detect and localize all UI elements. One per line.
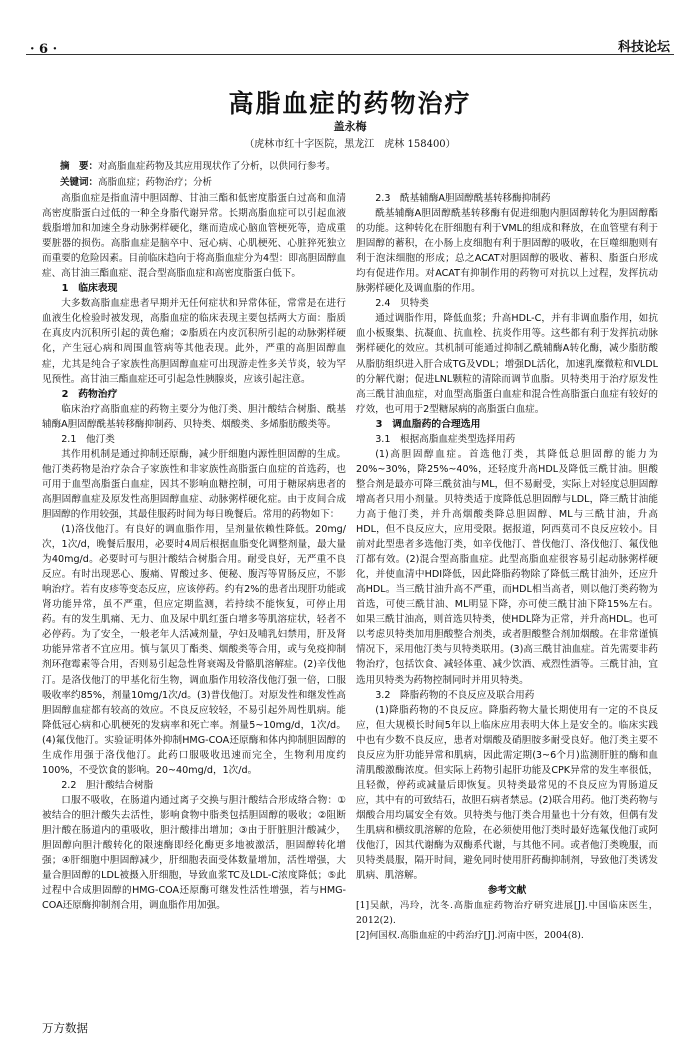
heading-rational-use: 3 调血脂药的合理选用	[375, 418, 481, 430]
author-name: 盖永梅	[333, 120, 367, 133]
heading-fibrates: 2.4 贝特类	[375, 298, 429, 310]
keywords-text: 高脂血症；药物治疗；分析	[98, 177, 213, 188]
section-label: 科技论坛	[617, 40, 670, 55]
right-column	[356, 191, 658, 997]
heading-adverse-effects: 3.2 降脂药物的不良反应及联合用药	[375, 689, 535, 701]
by-type-paragraph: (1)高胆固醇血症。首选他汀类，其降低总胆固醇的能力为20%~30%，降25%~40%，还轻度升高HDL及降低三酰甘油。胆酸整合剂是最亦可降三酰贫油与ML，但不易耐受，实际上对轻度总胆固醇增高者只用小剂量。贝特类适于度降低总胆固醇与LDL，降三酰甘油能力高于他汀类，并升高烟酸类降总胆固醇、ML与三酰甘油，升高HDL，但不良反应大，应用受限。据报道，阿西莫司不良反应较小。目前对此型患者多选他汀类，如辛伐他汀、普伐他汀、洛伐他汀、氟伐他汀都有效。(2)混合型高脂血症。此型高脂血症很容易引起动脉粥样硬化，并使血清中HDI降低，因此降脂药物除了降低三酰甘油外，还应升高HDL。当三酰甘油升高不严重，而HDL相当高者，则以他汀类药物为首选，可使三酰甘油、ML明显下降，亦可使三酰甘油下降15%左右。如果三酰甘油高，则首选贝特类，使HDL降为正常，并升高HDL。也可以考虑贝特类加用胆酸整合剂类，或者胆酸整合剂加烟酸。在非常谨慎情况下，采用他汀类与贝特类联用。(3)高三酰甘油血症。首先需要非药物治疗，包括饮食、减轻体重、减少饮酒、戒烈性酒等。三酰甘油，宜选用贝特类为药物控制同时并用贝特类。	[356, 448, 658, 686]
page-number: · 6 ·	[30, 42, 58, 57]
author-affiliation: （虎林市红十字医院，黑龙江 虎林 158400）	[244, 139, 456, 150]
clinical-paragraph: 大多数高脂血症患者早期并无任何症状和异常体征，常常是在进行血液生化检验时被发现，高脂血症的临床表现主要包括两大方面：脂质在真皮内沉积所引起的黄色瘤；②脂质在内皮沉积所引起的动脉粥样硬化，产生冠心病和周围血管病等其他表现。此外，严重的高胆固醇血症，尤其是纯合子家族性高胆固醇血症可出现游走性多关节炎，较为罕见预性。高甘油三酯血症还可引起急性胰腺炎，应该引起注意。	[42, 298, 346, 385]
running-header	[26, 34, 674, 55]
bile-acid-paragraph: 口服不吸收，在肠道内通过离子交换与胆汁酸结合形成络合物：①被结合的胆汁酸失去活性，影响食物中脂类包括胆固醇的吸收；②阻断胆汁酸在肠道内的重吸收，胆汁酸排出增加；③由于肝脏胆汁酸减少，胆固醇向胆汁酸转化的限速酶即经化酶更多地被激活，胆固醇转化增强；④肝细胞中胆固醇减少，肝细胞表面受体数量增加，活性增强，大量合胆固醇的LDL被摄入肝细胞，导致血浆TC及LDL-C浓度降低；⑤此过程中合成胆固醇的HMG-COA还原酶可继发性活性增强，若与HMG-COA还原酶抑制剂合用，调血脂作用加强。	[42, 794, 346, 912]
keywords	[60, 174, 620, 188]
left-column	[42, 191, 346, 997]
heading-acat: 2.3 酰基辅酶A胆固醇酰基转移酶抑制药	[375, 193, 551, 204]
drug-therapy-paragraph: 临床治疗高脂血症的药物主要分为他汀类、胆汁酸结合树脂、酰基辅酶A胆固醇酰基转移酶抑制药、贝特类、烟酸类、多烯脂肪酸类等。	[42, 403, 346, 430]
intro-paragraph: 高脂血症是指血清中胆固醇、甘油三酯和低密度脂蛋白过高和血清高密度脂蛋白过低的一种全身脂代谢异常。长期高脂血症可以引起血液载脂增加和加速全身动脉粥样硬化，继而造成心脑血管梗死等，造成重要脏器的损伤。高脂血症是脑卒中、冠心病、心肌梗死、心脏猝死独立而重要的危险因素。目前临床趋向于将高脂血症分为4型：即高胆固醇血症、高甘油三酯血症、混合型高脂血症和高密度脂蛋白低下。	[42, 193, 346, 280]
adverse-effects-paragraph: (1)降脂药物的不良反应。降脂药物大量长期使用有一定的不良反应，但大规模长时间5年以上临床应用表明大体上是安全的。临床实践中也有少数不良反应，患者对烟酸及硝胆胺多耐受良好。他汀类主要不良反应为肝功能异常和肌病，因此需定期(3~6个月)监测肝脏的酶和血清肌酸激酶浓度。但实际上药物引起肝功能及CPK异常的发生率很低，且轻微，停药或减量后即恢复。贝特类最常见的不良反应为胃肠道反应，其中有的可致结石，故胆石病者禁忌。(2)联合用药。他汀类药物与烟酸合用均属安全有效。贝特类与他汀类合用量也十分有效，但偶有发生肌病和横纹肌溶解的危险，在必须使用他汀类时最好选氟伐他汀或阿伐他汀，因其代谢酶为双酶系代谢，与其他不同。或者他汀类晚服，而贝特类晨服，隔开时间，避免同时使用肝药酶抑制剂，导致他汀类诱发肌病、肌溶解。	[356, 704, 658, 882]
abstract-text: 对高脂血症药物及其应用现状作了分析，以供同行参考。	[98, 161, 336, 172]
heading-clinical: 1 临床表现	[61, 283, 118, 295]
heading-by-type: 3.1 根据高脂血症类型选择用药	[375, 433, 516, 445]
article-title: 高脂血症的药物治疗	[228, 89, 472, 118]
abstract-label: 摘 要：	[60, 161, 99, 172]
reference-item: [1]吴献，冯玲，沈冬.高脂血症药物治疗研究进展[J].中国临床医生，2012(2).	[356, 900, 658, 927]
references-heading: 参考文献	[487, 885, 527, 897]
heading-bile-acid-resins: 2.2 胆汁酸结合树脂	[61, 779, 154, 791]
source-watermark: 万方数据	[42, 1021, 88, 1035]
keywords-label: 关键词：	[60, 177, 99, 188]
heading-statins: 2.1 他汀类	[61, 433, 115, 445]
heading-drug-therapy: 2 药物治疗	[61, 388, 118, 400]
statins-drugs-paragraph: (1)洛伐他汀。有良好的调血脂作用，呈剂量依赖性降低。20mg/次，1次/d，晚餐后服用，必要时4周后根据血脂变化调整剂量，最大量为40mg/d。必要时可与胆汁酸结合树脂合用。耐受良好，无严重不良反应。有时出现恶心、腹痛、胃酸过多、便秘、腹泻等胃肠反应，不影响治疗。若有皮疹等变态反应，应该停药。约有2%的患者出现肝功能或肾功能异常，虽不严重，但应定期监测，若持续不能恢复，可停止用药。有的发生肌痛、无力、血及尿中肌红蛋白增多等肌溶症状，轻者不必停药。为了安全，一般老年人活减剂量，孕妇及哺乳妇禁用，肝及肾功能异常者不宜应用。慎与氯贝丁酯类、烟酸类等合用，或与免疫抑制剂环孢霉素等合用，否则易引起急性肾衰竭及骨骼肌溶解症。(2)辛伐他汀。是洛伐他汀的甲基化衍生物，调血脂作用较洛伐他汀强一倍，口服吸收率约85%，剂量10mg/1次/d。(3)普伐他汀。对原发性和继发性高胆固醇血症都有较高的效应。不良反应较轻，不易引起外周性肌病。能降低冠心病和心肌梗死的发病率和死亡率。剂量5~10mg/d，1次/d。(4)氟伐他汀。实验证明体外抑制HMG-COA还原酶和体内抑制胆固醇的生成作用强于洛伐他汀。此药口服吸收迅速而完全，生物利用度约100%，不受饮食的影响。20~40mg/d，1次/d。	[42, 524, 346, 776]
statins-paragraph: 其作用机制是通过抑制还原酶，减少肝细胞内源性胆固醇的生成。他汀类药物是治疗杂合子家族性和非家族性高脂蛋白血症的首选药，也可用于血型高脂蛋白血症，因其不影响血糖控制，可用于糖尿病患者的高胆固醇血症及原发性高胆固醇血症、动脉粥样硬化症。由于皮间合成胆固醇的作用较强，其最佳服药时间为每日晚餐后。常用的药物如下：	[42, 448, 346, 520]
abstract	[60, 158, 620, 172]
fibrates-paragraph: 通过调脂作用，降低血浆；升高HDL-C，并有非调血脂作用，如抗血小板聚集、抗凝血、抗血栓、抗炎作用等。这些都有利于发挥抗动脉粥样硬化的效应。其机制可能通过抑制乙酰辅酶A转化酶，减少脂肪酸从脂肪组织进入肝合成TG及VDL；增强DL活化，加速乳糜微粒和VLDL的分解代谢；促进LNL颗粒的清除而调节血脂。贝特类用于治疗原发性高三酰甘油血症，对血型高脂蛋白血症和混合性高脂蛋白血症有较好的疗效，也可用于2型糖尿病的高脂蛋白血症。	[356, 313, 658, 415]
acat-paragraph: 酰基辅酶A胆固醇酰基转移酶有促进细胞内胆固醇转化为胆固醇酯的功能。这种转化在肝细胞有利于VML的组成和释放，在血管壁有利于胆固醇的蓄积，在小肠上皮细胞有利于胆固醇的吸收，在巨噬细胞则有利于泡沫细胞的形成；总之ACAT对胆固醇的吸收、蓄积、脂蛋白形成均有促进作用。对ACAT有抑制作用的药物可对抗以上过程，发挥抗动脉粥样硬化及调血脂的作用。	[356, 208, 658, 295]
reference-item: [2]何国权.高脂血症的中药治疗[J].河南中医，2004(8).	[356, 930, 584, 942]
